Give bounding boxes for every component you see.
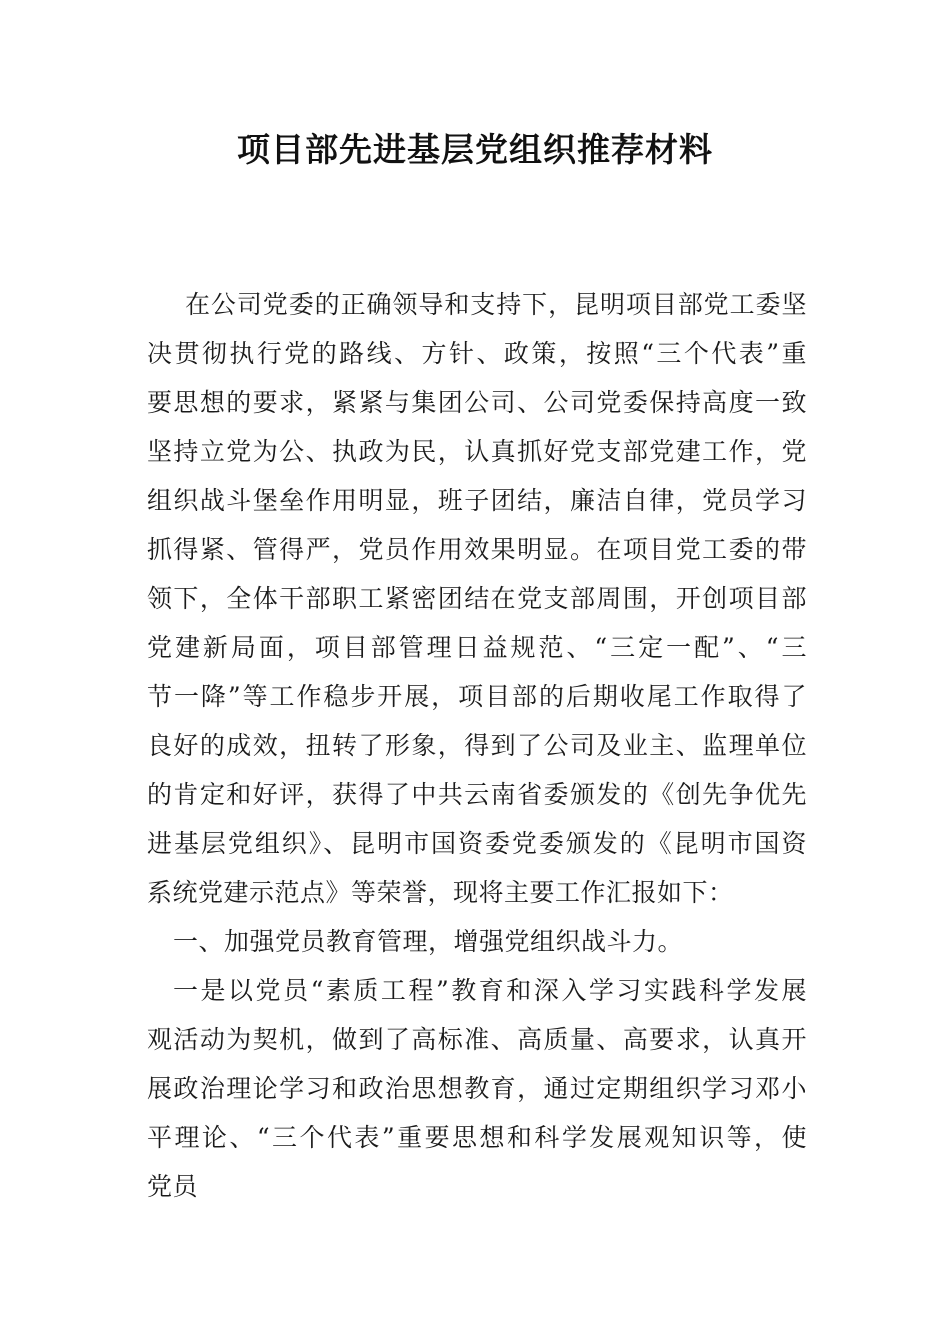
paragraph-line: 抓得紧、管得严，党员作用效果明显。在项目党工委的带 (147, 535, 807, 564)
paragraph-line: 领下，全体干部职工紧密团结在党支部周围，开创项目部 (147, 584, 807, 613)
paragraph-point-one (147, 966, 807, 1211)
paragraph-line: 良好的成效，扭转了形象，得到了公司及业主、监理单位 (147, 731, 807, 760)
paragraph-line: 平理论、“三个代表”重要思想和科学发展观知识等，使 (147, 1123, 807, 1152)
paragraph-line: 党建新局面，项目部管理日益规范、“三定一配”、“三 (147, 633, 807, 662)
paragraph-line: 一是以党员“素质工程”教育和深入学习实践科学发展 (173, 976, 807, 1005)
paragraph-line: 组织战斗堡垒作用明显，班子团结，廉洁自律，党员学习 (147, 486, 807, 515)
paragraph-line: 在公司党委的正确领导和支持下，昆明项目部党工委坚 (185, 290, 807, 319)
section-heading (147, 917, 807, 966)
paragraph-intro (147, 280, 807, 917)
paragraph-line: 节一降”等工作稳步开展，项目部的后期收尾工作取得了 (147, 682, 807, 711)
paragraph-line: 观活动为契机，做到了高标准、高质量、高要求，认真开 (147, 1025, 807, 1054)
paragraph-line: 坚持立党为公、执政为民，认真抓好党支部党建工作，党 (147, 437, 807, 466)
paragraph-line: 决贯彻执行党的路线、方针、政策，按照“三个代表”重 (147, 339, 807, 368)
paragraph-line: 党员 (147, 1172, 199, 1201)
paragraph-line: 进基层党组织》、昆明市国资委党委颁发的《昆明市国资 (147, 829, 807, 858)
section-heading-text: 一、加强党员教育管理，增强党组织战斗力。 (173, 927, 684, 956)
document-body (147, 280, 807, 1211)
paragraph-line: 展政治理论学习和政治思想教育，通过定期组织学习邓小 (147, 1074, 807, 1103)
paragraph-line: 系统党建示范点》等荣誉，现将主要工作汇报如下： (147, 878, 734, 907)
paragraph-line: 要思想的要求，紧紧与集团公司、公司党委保持高度一致 (147, 388, 807, 417)
document-title: 项目部先进基层党组织推荐材料 (237, 130, 713, 169)
paragraph-line: 的肯定和好评，获得了中共云南省委颁发的《创先争优先 (147, 780, 807, 809)
